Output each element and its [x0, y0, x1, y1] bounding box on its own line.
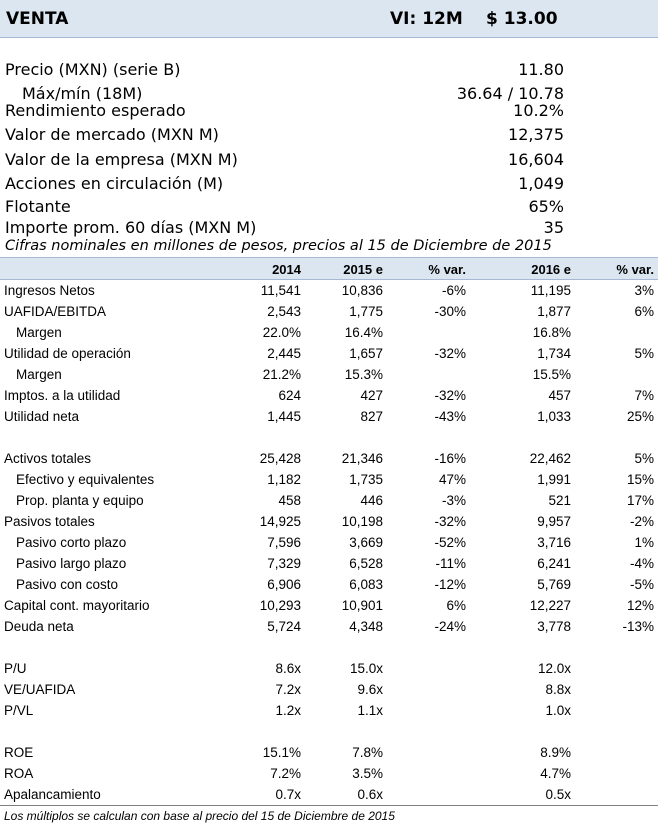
- cell-var-1: -32%: [434, 388, 466, 403]
- cell-2014: 7.2%: [270, 766, 301, 781]
- cell-2015e: 1,775: [349, 304, 383, 319]
- cell-2014: 7.2x: [275, 682, 301, 697]
- col-header-2016e: 2016 e: [531, 262, 571, 277]
- row-label: Pasivo corto plazo: [16, 535, 127, 550]
- cell-var-1: -32%: [434, 514, 466, 529]
- cell-2015e: 427: [360, 388, 383, 403]
- table-row: [0, 343, 658, 364]
- cell-var-2: -2%: [629, 514, 654, 529]
- cell-2016e: 16.8%: [532, 325, 571, 340]
- key-data-label: Rendimiento esperado: [5, 101, 186, 120]
- cell-var-2: -13%: [622, 619, 654, 634]
- cell-2014: 1.2x: [275, 703, 301, 718]
- cell-2014: 10,293: [259, 598, 301, 613]
- cell-2015e: 10,198: [341, 514, 383, 529]
- cell-2016e: 15.5%: [532, 367, 571, 382]
- row-label: UAFIDA/EBITDA: [4, 304, 107, 319]
- cell-2016e: 1,991: [537, 472, 571, 487]
- cell-var-2: 7%: [634, 388, 654, 403]
- cell-var-2: 5%: [634, 451, 654, 466]
- cell-2014: 6,906: [267, 577, 301, 592]
- cell-var-1: -52%: [434, 535, 466, 550]
- table-row: [0, 574, 658, 595]
- table-row: [0, 658, 658, 679]
- table-row: [0, 406, 658, 427]
- cell-2014: 5,724: [267, 619, 301, 634]
- cell-2014: 624: [278, 388, 301, 403]
- cell-2015e: 1,657: [349, 346, 383, 361]
- cell-var-1: -12%: [434, 577, 466, 592]
- cell-2016e: 12,227: [529, 598, 571, 613]
- cell-2016e: 1,877: [537, 304, 571, 319]
- key-data-label: Importe prom. 60 días (MXN M): [5, 218, 257, 237]
- figures-note: Cifras nominales en millones de pesos, precios al 15 de Diciembre de 2015: [5, 238, 552, 254]
- cell-2016e: 1,033: [537, 409, 571, 424]
- cell-2014: 22.0%: [262, 325, 301, 340]
- cell-2016e: 4.7%: [540, 766, 571, 781]
- cell-2016e: 12.0x: [537, 661, 571, 676]
- cell-2015e: 1,735: [349, 472, 383, 487]
- cell-2015e: 3.5%: [352, 766, 383, 781]
- cell-2015e: 9.6x: [357, 682, 383, 697]
- cell-2014: 458: [278, 493, 301, 508]
- table-row: [0, 553, 658, 574]
- table-row: [0, 742, 658, 763]
- key-data-label: Valor de mercado (MXN M): [5, 125, 219, 144]
- cell-2016e: 0.5x: [545, 787, 571, 802]
- cell-2014: 1,445: [267, 409, 301, 424]
- cell-2015e: 7.8%: [352, 745, 383, 760]
- cell-2014: 8.6x: [275, 661, 301, 676]
- key-data-row: [0, 123, 658, 146]
- col-header-2015e: 2015 e: [343, 262, 383, 277]
- row-label: Margen: [16, 367, 62, 382]
- cell-var-2: 5%: [634, 346, 654, 361]
- key-data-label: Máx/mín (18M): [22, 84, 143, 103]
- cell-var-1: 47%: [438, 472, 466, 487]
- table-row: [0, 280, 658, 301]
- table-row: [0, 364, 658, 385]
- cell-2015e: 4,348: [349, 619, 383, 634]
- row-label: Apalancamiento: [4, 787, 101, 802]
- cell-2016e: 5,769: [537, 577, 571, 592]
- table-row: [0, 448, 658, 469]
- cell-var-2: 12%: [626, 598, 654, 613]
- cell-2015e: 3,669: [349, 535, 383, 550]
- cell-2014: 15.1%: [262, 745, 301, 760]
- cell-2016e: 8.8x: [545, 682, 571, 697]
- table-row: [0, 679, 658, 700]
- key-data-value: 65%: [528, 197, 564, 216]
- key-data-value: 10.2%: [513, 101, 564, 120]
- row-label: ROE: [4, 745, 34, 760]
- key-data-row: [0, 58, 658, 81]
- cell-var-2: -4%: [629, 556, 654, 571]
- key-data-value: 36.64 / 10.78: [456, 84, 564, 103]
- col-header-2014: 2014: [272, 262, 301, 277]
- cell-var-1: -24%: [434, 619, 466, 634]
- target-price-value: $ 13.00: [486, 9, 558, 29]
- col-header-var-1: % var.: [428, 262, 466, 277]
- cell-var-2: 3%: [634, 283, 654, 298]
- cell-var-2: 6%: [634, 304, 654, 319]
- cell-2014: 0.7x: [275, 787, 301, 802]
- cell-var-1: -3%: [441, 493, 466, 508]
- row-label: Pasivo largo plazo: [16, 556, 127, 571]
- cell-var-2: -5%: [629, 577, 654, 592]
- table-header: [0, 257, 658, 280]
- key-data-row: [0, 195, 658, 218]
- cell-2015e: 827: [360, 409, 383, 424]
- key-data-label: Precio (MXN) (serie B): [5, 60, 181, 79]
- cell-var-1: -11%: [435, 556, 466, 571]
- cell-2014: 25,428: [259, 451, 301, 466]
- cell-var-2: 1%: [634, 535, 654, 550]
- row-label: Utilidad de operación: [4, 346, 131, 361]
- cell-2016e: 11,195: [530, 283, 571, 298]
- cell-2015e: 10,901: [341, 598, 383, 613]
- key-data-value: 12,375: [508, 125, 564, 144]
- cell-2015e: 1.1x: [357, 703, 383, 718]
- key-data-row: [0, 99, 658, 122]
- multiples-footnote: Los múltiplos se calculan con base al precio del 15 de Diciembre de 2015: [0, 805, 658, 825]
- target-horizon-label: VI: 12M: [390, 9, 463, 29]
- row-label: P/U: [4, 661, 27, 676]
- table-row: [0, 511, 658, 532]
- table-row: [0, 469, 658, 490]
- cell-2014: 1,182: [267, 472, 301, 487]
- cell-2015e: 15.0x: [349, 661, 383, 676]
- recommendation-label: VENTA: [6, 9, 69, 29]
- cell-2016e: 521: [548, 493, 571, 508]
- cell-2016e: 22,462: [529, 451, 571, 466]
- table-row: [0, 490, 658, 511]
- row-label: Activos totales: [4, 451, 92, 466]
- cell-var-1: -43%: [434, 409, 466, 424]
- cell-var-2: 25%: [626, 409, 654, 424]
- key-data-label: Valor de la empresa (MXN M): [5, 150, 238, 169]
- table-row: [0, 784, 658, 805]
- row-label: Imptos. a la utilidad: [4, 388, 121, 403]
- key-data-row: [0, 172, 658, 195]
- key-data-label: Acciones en circulación (M): [5, 174, 224, 193]
- table-row: [0, 322, 658, 343]
- table-row: [0, 301, 658, 322]
- col-header-var-2: % var.: [616, 262, 654, 277]
- cell-2016e: 457: [548, 388, 571, 403]
- cell-2015e: 15.3%: [344, 367, 383, 382]
- cell-2016e: 1.0x: [545, 703, 571, 718]
- cell-2014: 21.2%: [262, 367, 301, 382]
- cell-2015e: 21,346: [341, 451, 383, 466]
- table-spacer-row: [0, 721, 658, 742]
- key-data-value: 16,604: [508, 150, 564, 169]
- cell-var-1: -30%: [434, 304, 466, 319]
- cell-2015e: 6,528: [349, 556, 383, 571]
- row-label: P/VL: [4, 703, 34, 718]
- cell-2016e: 8.9%: [540, 745, 571, 760]
- row-label: Prop. planta y equipo: [16, 493, 144, 508]
- row-label: Ingresos Netos: [4, 283, 95, 298]
- row-label: Pasivos totales: [4, 514, 95, 529]
- key-data-value: 35: [543, 218, 564, 237]
- cell-2014: 7,329: [267, 556, 301, 571]
- recommendation-header: [0, 0, 658, 38]
- row-label: Pasivo con costo: [16, 577, 119, 592]
- cell-2014: 11,541: [260, 283, 301, 298]
- cell-var-2: 17%: [626, 493, 654, 508]
- cell-var-1: -32%: [434, 346, 466, 361]
- cell-2014: 14,925: [259, 514, 301, 529]
- key-data-row: [0, 148, 658, 171]
- key-data-value: 11.80: [518, 60, 564, 79]
- cell-2014: 7,596: [267, 535, 301, 550]
- cell-2015e: 446: [360, 493, 383, 508]
- cell-2015e: 16.4%: [344, 325, 383, 340]
- key-data-value: 1,049: [518, 174, 564, 193]
- key-data-label: Flotante: [5, 197, 71, 216]
- cell-var-1: -6%: [441, 283, 466, 298]
- table-row: [0, 616, 658, 637]
- table-row: [0, 595, 658, 616]
- row-label: Margen: [16, 325, 62, 340]
- cell-2014: 2,445: [267, 346, 301, 361]
- cell-2016e: 6,241: [537, 556, 571, 571]
- cell-2016e: 9,957: [537, 514, 571, 529]
- cell-2014: 2,543: [267, 304, 301, 319]
- cell-2016e: 1,734: [537, 346, 571, 361]
- cell-2015e: 10,836: [341, 283, 383, 298]
- row-label: Utilidad neta: [4, 409, 80, 424]
- cell-2016e: 3,716: [537, 535, 571, 550]
- cell-2015e: 6,083: [349, 577, 383, 592]
- table-row: [0, 700, 658, 721]
- table-row: [0, 385, 658, 406]
- cell-2016e: 3,778: [537, 619, 571, 634]
- table-row: [0, 532, 658, 553]
- table-row: [0, 763, 658, 784]
- table-spacer-row: [0, 637, 658, 658]
- cell-var-1: -16%: [434, 451, 466, 466]
- row-label: ROA: [4, 766, 34, 781]
- cell-var-2: 15%: [626, 472, 654, 487]
- row-label: VE/UAFIDA: [4, 682, 76, 697]
- cell-var-1: 6%: [446, 598, 466, 613]
- cell-2015e: 0.6x: [357, 787, 383, 802]
- row-label: Deuda neta: [4, 619, 74, 634]
- row-label: Capital cont. mayoritario: [4, 598, 150, 613]
- table-spacer-row: [0, 427, 658, 448]
- row-label: Efectivo y equivalentes: [16, 472, 155, 487]
